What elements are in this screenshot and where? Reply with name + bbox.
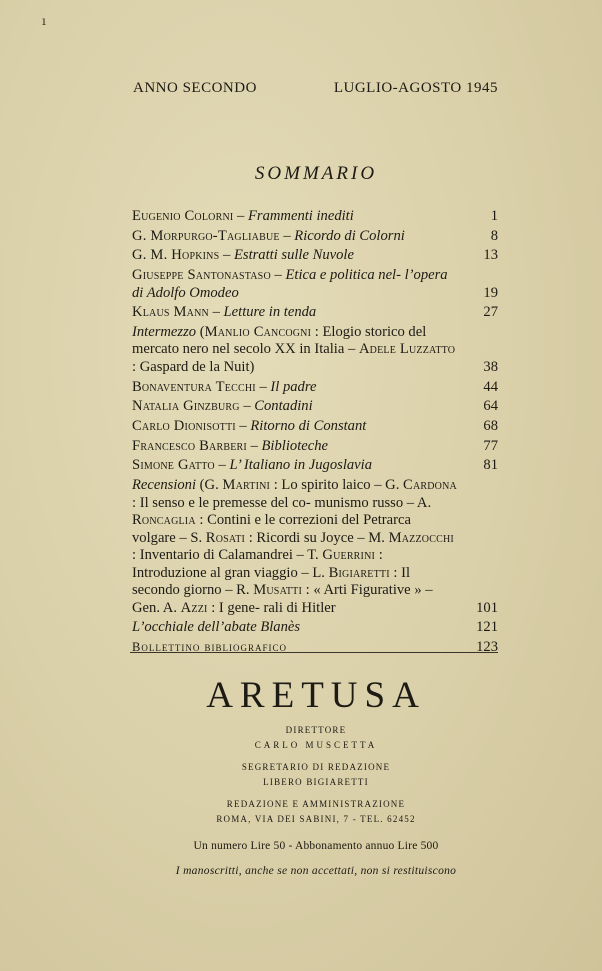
toc-author: Natalia Ginzburg	[132, 398, 240, 415]
toc-author: Martini	[222, 477, 271, 494]
secretary-label: SEGRETARIO DI REDAZIONE	[241, 762, 391, 772]
section-title: SOMMARIO	[254, 163, 378, 184]
toc-author: Simone Gatto	[132, 457, 215, 474]
toc-separator: –	[214, 457, 230, 474]
toc-text: : Introduzione al gran viaggio – L.	[132, 547, 383, 581]
toc-title: L’ Italiano in Jugoslavia	[229, 457, 373, 474]
toc-page: 38	[483, 358, 498, 375]
toc-separator: –	[208, 304, 224, 321]
toc-separator: –	[270, 267, 286, 284]
toc-title: Il padre	[270, 378, 317, 395]
toc-separator: –	[239, 398, 255, 415]
toc-author: Cardona	[403, 477, 457, 494]
toc-author: Manlio Cancogni	[204, 323, 312, 340]
toc-author: Eugenio Colorni	[132, 208, 234, 224]
toc-author: Musatti	[253, 582, 303, 599]
toc-entry[interactable]	[132, 267, 498, 302]
toc-text: (G.	[196, 477, 223, 494]
toc-page: 64	[483, 398, 498, 415]
toc-author: Mazzocchi	[388, 529, 454, 546]
toc-title: Letture in tenda	[223, 304, 317, 321]
toc-author: Rosati	[205, 529, 246, 546]
toc-separator: –	[279, 227, 295, 244]
toc-page: 27	[483, 304, 498, 321]
toc-entry[interactable]	[132, 228, 498, 246]
toc-page: 13	[483, 247, 498, 264]
toc-entry[interactable]	[132, 398, 498, 416]
issue-header	[133, 80, 498, 97]
toc-entry[interactable]	[132, 208, 498, 226]
toc-text: : « Arti Figurative » – Gen. A.	[132, 582, 433, 616]
toc-entry-recensioni[interactable]	[132, 477, 498, 617]
toc-page: 121	[476, 619, 498, 636]
toc-title: Bollettino bibliografico	[132, 639, 287, 654]
table-of-contents	[132, 208, 498, 659]
toc-page: 44	[483, 378, 498, 395]
toc-separator: –	[219, 247, 234, 264]
subscription-price: Un numero Lire 50 - Abbonamento annuo Lire 500	[193, 840, 439, 852]
toc-entry[interactable]	[132, 457, 498, 475]
manuscripts-note: I manoscritti, anche se non accettati, non si restituiscono	[175, 864, 457, 877]
masthead	[100, 674, 532, 888]
toc-author: Klaus Mann	[132, 304, 209, 321]
director-name: CARLO MUSCETTA	[254, 740, 378, 750]
toc-title: Frammenti inediti	[248, 208, 354, 224]
toc-text: : Elogio storico del mercato nero nel secolo XX in Italia –	[132, 323, 427, 358]
toc-author: Roncaglia	[132, 512, 196, 529]
toc-text: : Ricordi su Joyce – M.	[245, 529, 389, 546]
toc-entry[interactable]	[132, 379, 498, 397]
toc-title: Ricordo di Colorni	[294, 227, 405, 244]
toc-page: 81	[483, 457, 498, 474]
toc-separator: –	[235, 418, 251, 434]
toc-page: 19	[483, 284, 498, 301]
toc-author: Giuseppe Santonastaso	[132, 267, 271, 284]
issue-year: ANNO SECONDO	[133, 80, 257, 96]
toc-text: (	[196, 323, 205, 340]
toc-separator: –	[255, 378, 271, 395]
toc-title: Contadini	[254, 398, 313, 415]
issue-date: LUGLIO-AGOSTO 1945	[333, 80, 498, 96]
toc-text: : Lo spirito laico – G.	[270, 477, 404, 494]
margin-mark: ı	[42, 14, 46, 28]
toc-author: G. M. Hopkins	[132, 247, 220, 264]
toc-text: : Contini e le correzioni del Petrarca volgare – S.	[132, 512, 411, 546]
toc-page: 123	[476, 638, 498, 655]
toc-text: : Inventario di Calamandrei – T.	[132, 547, 323, 564]
toc-section-label: Recensioni	[132, 477, 197, 494]
toc-text: : Gaspard de la Nuit)	[132, 358, 255, 375]
toc-page: 8	[490, 227, 498, 244]
toc-author: Azzi	[180, 599, 208, 616]
toc-section-label: Intermezzo	[132, 323, 197, 340]
toc-entry[interactable]	[132, 304, 498, 322]
toc-title: Ritorno di Constant	[250, 418, 367, 434]
toc-page: 1	[490, 208, 498, 224]
toc-author: Bonaventura Tecchi	[132, 378, 256, 395]
toc-author: Francesco Barberi	[132, 437, 247, 454]
toc-entry[interactable]	[132, 639, 498, 657]
toc-title: Etica e politica nel- l’opera di Adolfo Omodeo	[132, 267, 448, 301]
toc-text: : I gene- rali di Hitler	[207, 599, 336, 616]
toc-entry-intermezzo[interactable]	[132, 324, 498, 377]
director-label: DIRETTORE	[285, 725, 347, 735]
toc-separator: –	[246, 437, 262, 454]
toc-entry[interactable]	[132, 438, 498, 456]
secretary-name: LIBERO BIGIARETTI	[263, 777, 369, 787]
toc-page: 101	[476, 599, 498, 616]
toc-separator: –	[233, 208, 248, 224]
toc-text: : Il secondo giorno – R.	[132, 564, 411, 599]
toc-page: 68	[483, 418, 498, 434]
toc-author: Guerrini	[322, 547, 376, 564]
toc-entry[interactable]	[132, 619, 498, 637]
toc-author: G. Morpurgo-Tagliabue	[132, 227, 280, 244]
toc-entry[interactable]	[132, 247, 498, 265]
office-label: REDAZIONE E AMMINISTRAZIONE	[226, 799, 406, 809]
toc-title: Biblioteche	[261, 437, 328, 454]
toc-author: Carlo Dionisotti	[132, 418, 236, 434]
office-address: ROMA, VIA DEI SABINI, 7 - TEL. 62452	[216, 814, 416, 824]
toc-entry[interactable]	[132, 418, 498, 436]
toc-text: : Il senso e le premesse del co- munismo russo – A.	[132, 494, 432, 511]
divider-rule	[130, 652, 498, 653]
toc-title: Estratti sulle Nuvole	[233, 247, 354, 264]
toc-page: 77	[483, 437, 498, 454]
toc-author: Bigiaretti	[328, 564, 390, 581]
journal-title: ARETUSA	[206, 675, 426, 716]
toc-title: L’occhiale dell’abate Blanès	[132, 619, 301, 636]
toc-author: Adele Luzzatto	[358, 341, 456, 358]
